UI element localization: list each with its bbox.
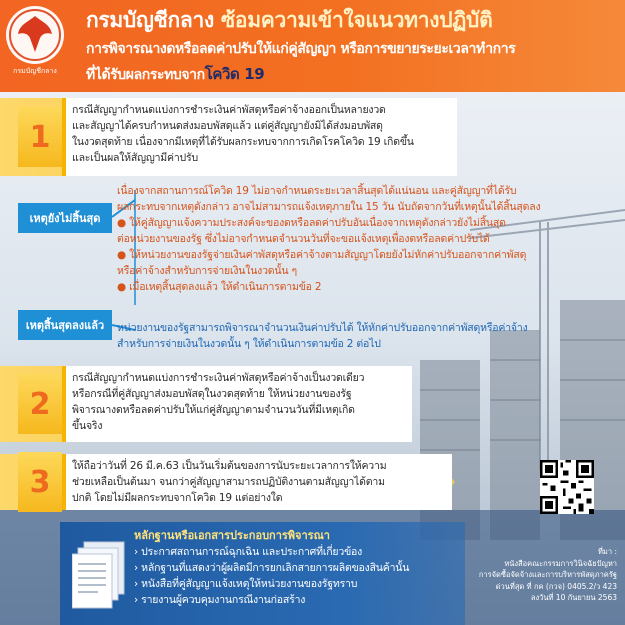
covid-highlight: โควิด 19 [204,65,265,83]
evidence-item [134,592,409,608]
ended-line: หน่วยงานของรัฐสามารถพิจารณาจำนวนเงินค่าปรับได้ ให้หักค่าปรับออกจากค่าพัสดุหรือค่าจ้าง [117,322,528,334]
step1-line: ในงวดสุดท้าย เนื่องจากมีเหตุที่ได้รับผลกระทบจากการเกิดโรคโควิด 19 เกิดขึ้น [72,136,414,148]
evidence-item-text: หลักฐานที่แสดงว่าผู้ผลิตมีการยกเลิกสายการผลิตของสินค้านั้น [141,562,410,574]
evidence-item [134,560,409,576]
subtitle-line2-text: ที่ได้รับผลกระทบจาก [86,67,205,83]
evidence-item-text: รายงานผู้ควบคุมงานกรณีงานก่อสร้าง [141,594,306,606]
arrow-icon: › [134,546,138,558]
reference-line: การจัดซื้อจัดจ้างและการบริหารพัสดุภาครัฐ [478,570,617,579]
step2-number: 2 [18,374,62,434]
pending-line: ต่อหน่วยงานของรัฐ ซึ่งไม่อาจกำหนดจำนวนวันที่จะขอแจ้งเหตุเพื่องดหรือลดค่าปรับได้ [117,233,490,245]
subtitle-line1: การพิจารณางดหรือลดค่าปรับให้แก่คู่สัญญา หรือการขยายระยะเวลาทำการ [86,41,516,57]
evidence-item [134,544,409,560]
reference-line: ด่วนที่สุด ที่ กค (กวจ) 0405.2/ว 423 [495,581,617,591]
pending-line: ผลกระทบจากเหตุดังกล่าว อาจไม่สามารถแจ้งเหตุภายใน 15 วัน นับถัดจากวันที่เหตุนั้นได้สิ้นสุดลง [117,201,541,213]
case-ended-text [117,320,528,352]
step1-line: กรณีสัญญากำหนดแบ่งการชำระเงินค่าพัสดุหรือค่าจ้างออกเป็นหลายงวด [72,104,386,116]
reference-line: ที่มา : [597,547,617,556]
ended-line: สำหรับการจ่ายเงินในงวดนั้น ๆ ให้ดำเนินการตามข้อ 2 ต่อไป [117,338,381,350]
step1-number: 1 [18,107,62,167]
step1-text [72,102,414,166]
evidence-list [134,544,409,608]
title-text: ซ้อมความเข้าใจแนวทางปฏิบัติ [220,8,493,32]
step2-line: หรือกรณีที่คู่สัญญาส่งมอบพัสดุในงวดสุดท้าย ให้หน่วยงานของรัฐ [72,388,352,400]
reference-line: หนังสือคณะกรรมการวินิจฉัยปัญหา [504,558,617,568]
step1-line: และเป็นผลให้สัญญามีค่าปรับ [72,152,198,164]
pending-line: ● ให้คู่สัญญาแจ้งความประสงค์จะของดหรือลดค่าปรับอันเนื่องจากเหตุดังกล่าวยังไม่สิ้นสุด [117,217,506,229]
pending-line: หรือค่าจ้างสำหรับการจ่ายเงินในงวดนั้น ๆ [117,265,297,277]
step3-text [72,458,386,506]
step2-line: ขึ้นจริง [72,420,103,432]
step3-line: ปกติ โดยไม่มีผลกระทบจากโควิด 19 แต่อย่างใด [72,492,283,504]
reference-note [479,546,617,604]
step3-line: ช่วยเหลือเป็นต้นมา จนกว่าคู่สัญญาสามารถปฏิบัติงานตามสัญญาได้ตาม [72,476,385,488]
case-ended-label: เหตุสิ้นสุดลงแล้ว [18,310,112,340]
case-pending-label: เหตุยังไม่สิ้นสุด [18,203,112,233]
step1-line: และสัญญาได้ครบกำหนดส่งมอบพัสดุแล้ว แต่คู่สัญญายังมิได้ส่งมอบพัสดุ [72,120,383,132]
org-name: กรมบัญชีกลาง [86,8,214,32]
pending-line: ● ให้หน่วยงานของรัฐจ่ายเงินค่าพัสดุหรือค่าจ้างตามสัญญาโดยยังไม่หักค่าปรับออกจากค่าพัสดุ [117,249,527,261]
evidence-item [134,576,409,592]
step2-line: กรณีสัญญากำหนดแบ่งการชำระเงินค่าพัสดุหรือค่าจ้างเป็นงวดเดียว [72,372,365,384]
evidence-item-text: ประกาศสถานการณ์ฉุกเฉิน และประกาศที่เกี่ยวข้อง [141,546,363,558]
logo-caption: กรมบัญชีกลาง [13,67,57,75]
step3-line: ให้ถือว่าวันที่ 26 มี.ค.63 เป็นวันเริ่มต้นของการนับระยะเวลาการให้ความ [72,460,387,472]
step2-text [72,370,364,434]
qr-code-icon[interactable] [540,460,594,514]
step2-line: พิจารณางดหรือลดค่าปรับให้แก่คู่สัญญาตามจำนวนวันที่มีเหตุเกิด [72,404,355,416]
pending-line: ● เมื่อเหตุสิ้นสุดลงแล้ว ให้ดำเนินการตามข้อ 2 [117,281,322,293]
pending-line: เนื่องจากสถานการณ์โควิด 19 ไม่อาจกำหนดระยะเวลาสิ้นสุดได้แน่นอน และคู่สัญญาที่ได้รับ [117,185,517,197]
arrow-icon: › [134,562,138,574]
arrow-icon: › [134,578,138,590]
step3-number: 3 [18,452,62,512]
case-pending-text [117,183,540,295]
evidence-title: หลักฐานหรือเอกสารประกอบการพิจารณา [134,529,330,542]
document-stack-icon [72,540,128,610]
evidence-item-text: หนังสือที่คู่สัญญาแจ้งเหตุให้หน่วยงานของรัฐทราบ [141,578,358,590]
arrow-icon: › [134,594,138,606]
reference-line: ลงวันที่ 10 กันยายน 2563 [530,593,617,602]
